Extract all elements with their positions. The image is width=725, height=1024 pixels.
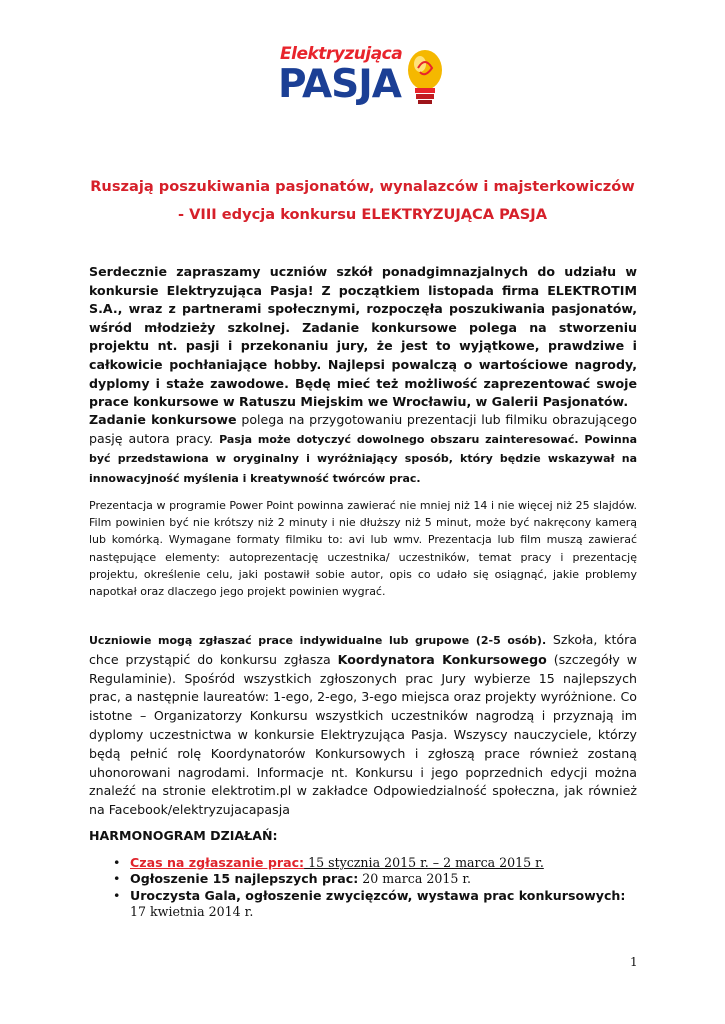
lightbulb-icon bbox=[400, 48, 446, 108]
schedule-list bbox=[89, 855, 649, 921]
task-requirements: Pasja może dotyczyć dowolnego obszaru zainteresować. Powinna być przedstawiona w oryginalny i wyróżniający sposób, który będzie wskazywał na innowacyjność myślenia i kreatywność twórców prac. bbox=[89, 432, 637, 485]
task-paragraph bbox=[89, 411, 637, 488]
schedule-item-label: Uroczysta Gala, ogłoszenie zwycięzców, wystawa prac konkursowych: bbox=[130, 887, 626, 903]
schedule-item-date: 20 marca 2015 r. bbox=[358, 871, 472, 887]
page-title: Ruszają poszukiwania pasjonatów, wynalazców i majsterkowiczów bbox=[90, 178, 635, 195]
task-text: polega na przygotowaniu prezentacji lub filmiku obrazującego pasję autora pracy. bbox=[89, 412, 637, 446]
bullet: • bbox=[113, 887, 121, 903]
schedule-item-date: 17 kwietnia 2014 r. bbox=[130, 904, 254, 920]
page-subtitle: - VIII edycja konkursu ELEKTRYZUJĄCA PASJA bbox=[177, 206, 548, 223]
schedule-item-label: Ogłoszenie 15 najlepszych prac: bbox=[130, 871, 359, 887]
groups-text-1: Szkoła, która chce przystąpić do konkursu zgłasza bbox=[89, 632, 637, 667]
participation-paragraph bbox=[89, 631, 637, 820]
intro-paragraph: Serdecznie zapraszamy uczniów szkół ponadgimnazjalnych do udziału w konkursie Elektryzująca Pasja! Z początkiem listopada firma ELEKTROTIM S.A., wraz z partnerami społecznymi, rozpoczęła poszukiwania pasjonatów, wśród młodzieży szkolnej. Zadanie konkursowe polega na stworzeniu projektu nt. pasji i przekonaniu jury, że jest to wyjątkowe, prawdziwe i całkowicie pochłaniające hobby. Najlepsi powalczą o wartościowe nagrody, dyplomy i staże zawodowe. Będę mieć też możliwość zaprezentować swoje prace konkursowe w Ratuszu Miejskim we Wrocławiu, w Galerii Pasjonatów. bbox=[89, 264, 637, 410]
coordinator-term: Koordynatora Konkursowego bbox=[337, 651, 547, 667]
presentation-paragraph: Prezentacja w programie Power Point powinna zawierać nie mniej niż 14 i nie więcej niż 25 slajdów. Film powinien być nie krótszy niż 2 minuty i nie dłuższy niż 5 minut, może być nakręcony kamerą lub komórką. Wymagane formaty filmiku to: avi lub wmv. Prezentacja lub film muszą zawierać następujące elementy: autoprezentację uczestnika/ uczestników, temat pracy i prezentację projektu, określenie celu, jaki postawił sobie autor, opis co udało się osiągnąć, jakie problemy napotkał oraz dlaczego jego projekt powinien wygrać. bbox=[89, 499, 637, 599]
task-lead: Zadanie konkursowe bbox=[89, 412, 237, 427]
logo-text-top: Elektryzująca bbox=[280, 44, 403, 64]
schedule-item bbox=[89, 871, 649, 887]
page-number: 1 bbox=[630, 955, 638, 969]
bullet: • bbox=[113, 855, 121, 870]
schedule-heading: HARMONOGRAM DZIAŁAŃ: bbox=[89, 828, 278, 843]
schedule-item-date: 15 stycznia 2015 r. – 2 marca 2015 r. bbox=[304, 855, 544, 870]
schedule-item bbox=[89, 855, 649, 871]
elektryzujaca-pasja-logo bbox=[278, 40, 448, 112]
groups-text-2: (szczegóły w Regulaminie). Spośród wszystkich zgłoszonych prac Jury wybierze 15 najlepszych prac, a następnie laureatów: 1-ego, 2-ego, 3-ego miejsca oraz projekty wyróżnione. Co istotne – Organizatorzy Konkursu wszystkich uczestników nagrodzą i przyznają im dyplomy uczestnictwa w konkursie Elektryzująca Pasja. Wszyscy nauczyciele, którzy będą pełnić rolę Koordynatorów Konkursowych i zgłoszą prace również zostaną uhonorowani nagrodami. Informacje nt. Konkursu i jego poprzednich edycji można znaleźć na stronie elektrotim.pl w zakładce Odpowiedzialność społeczna, jak również na Facebook/elektryzujacapasja bbox=[89, 651, 638, 818]
schedule-item-label: Czas na zgłaszanie prac: bbox=[130, 855, 305, 870]
schedule-item bbox=[89, 888, 649, 921]
logo-text-main: PASJA bbox=[278, 62, 401, 107]
groups-lead: Uczniowie mogą zgłaszać prace indywidualne lub grupowe (2-5 osób). bbox=[89, 634, 547, 647]
bullet: • bbox=[113, 871, 121, 887]
